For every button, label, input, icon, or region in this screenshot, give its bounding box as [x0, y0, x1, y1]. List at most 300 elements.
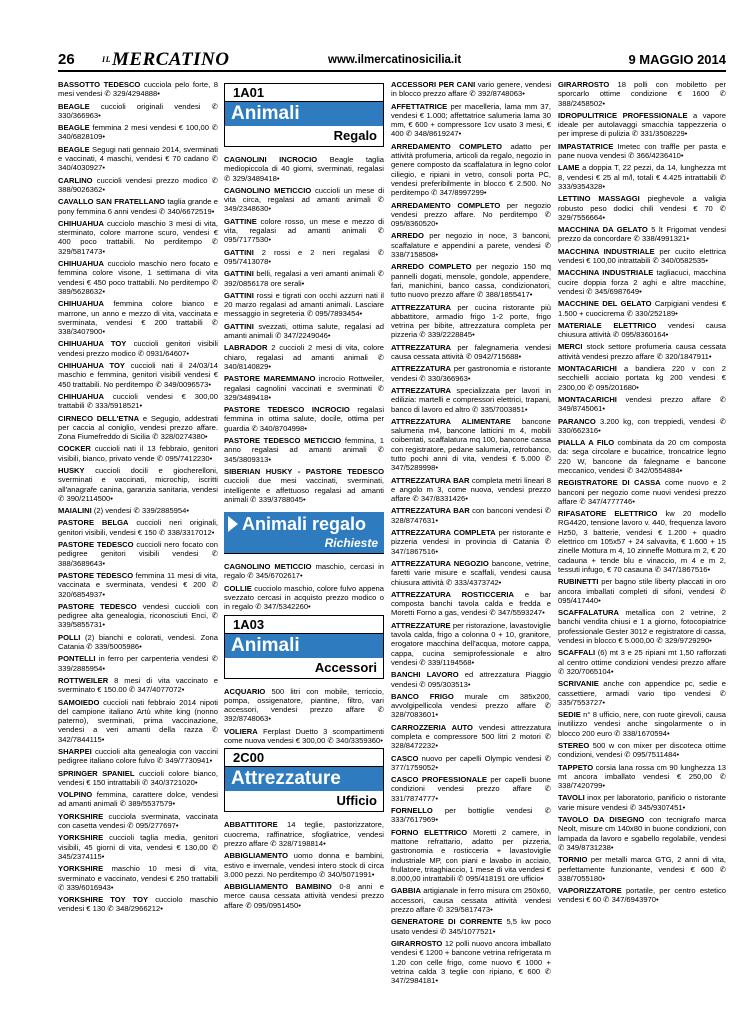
- ad-keyword: SCRIVANIE: [558, 679, 599, 689]
- ad-keyword: ATTREZZATURA BAR: [391, 506, 470, 516]
- classified-ad: [58, 466, 218, 503]
- classified-ad: [391, 506, 551, 525]
- ad-text: cuccioli alta genealogia con vaccini pedigree italiano colore fulvo ✆ 349/7730941•: [58, 747, 218, 766]
- ad-text: vendesi attrezzatura completa e compressore 500 litri 2 motori ✆ 328/8472232•: [391, 722, 551, 751]
- ad-keyword: TAVOLI: [558, 793, 585, 803]
- ad-text: femmina colore bianco e marrone, un anno e mezzo di vita, vaccinata e sverminata, vendesi € 200 trattabili ✆ 338/3407900•: [58, 299, 218, 337]
- classified-ad: [391, 828, 551, 884]
- ad-text: artigianale in ferro misura cm 250x60, accessori, causa cessata attività vendesi prezzo affare ✆ 329/5817473•: [391, 886, 551, 915]
- ad-text: per gastronomia e ristorante vendesi ✆ 330/366963•: [391, 364, 551, 383]
- classified-ad: [558, 679, 726, 707]
- ad-text: corsia lana rossa cm 90 lunghezza 13 mt ancora imballato vendesi € 250,00 ✆ 338/7420799•: [558, 762, 726, 791]
- classified-ad: [391, 417, 551, 473]
- classified-ad: [391, 142, 551, 198]
- ad-keyword: CAVALLO SAN FRATELLANO: [58, 197, 166, 207]
- ad-text: con banconi vendesi ✆ 328/8747631•: [391, 506, 551, 525]
- ad-text: 500 litri con mobile, terriccio, pompa, ossigenatore, piantine, filtro, vari accessori, vendesi prezzo affare ✆ 392/8748063•: [224, 686, 384, 724]
- classified-ad: [58, 698, 218, 744]
- ad-keyword: BASSOTTO TEDESCO: [58, 80, 141, 89]
- classified-ad: [391, 917, 551, 936]
- ads-richieste: [224, 562, 384, 611]
- ad-keyword: PASTORE MAREMMANO: [224, 374, 316, 384]
- ad-text: tagliacuci, macchina cucire doppia forza 2 aghi e altre macchine, vendesi ✆ 345/6987649•: [558, 268, 726, 296]
- classified-ad: [558, 417, 726, 436]
- classified-ad: [58, 747, 218, 766]
- classified-ad: [558, 111, 726, 139]
- ad-keyword: STEREO: [558, 741, 590, 750]
- ad-text: cuccioli vendesi € 300,00 trattabili ✆ 333/5918521•: [58, 391, 218, 411]
- ad-text: cucciola pelo forte, 8 mesi vendesi ✆ 329/4294888•: [58, 80, 218, 99]
- classified-ad: [391, 102, 551, 139]
- ad-keyword: FORNO ELETTRICO: [391, 827, 468, 837]
- ad-text: per cucina ristorante più abbattitore, armadio frigo 1-2 porte, frigo vetrina per bibite, attrezzatura completa per pizzeria ✆ 339/2228845•: [391, 302, 551, 340]
- ad-text: cucciolo maschio, colore fulvo appena svezzato cercasi in acquisto prezzo modico o in regalo ✆ 347/5342260•: [224, 583, 384, 612]
- ad-keyword: TAVOLO DA DISEGNO: [558, 815, 645, 825]
- classified-ad: [224, 687, 384, 724]
- ad-keyword: CAGNOLINO METICCIO: [224, 562, 312, 572]
- ad-keyword: VAPORIZZATORE: [558, 886, 622, 896]
- ad-keyword: PASTORE TEDESCO METICCIO: [224, 436, 342, 446]
- ad-keyword: ATTREZZATURA: [391, 385, 452, 395]
- classified-ad: [391, 754, 551, 773]
- site-url[interactable]: www.ilmercatinosicilia.it: [328, 54, 462, 66]
- classified-ad: [558, 299, 726, 318]
- column-1: [58, 80, 218, 1020]
- ad-keyword: LAME: [558, 163, 580, 173]
- ad-text: 5 lt Frigomat vendesi prezzo da concordare ✆ 338/4991321•: [558, 225, 726, 244]
- ad-keyword: LABRADOR: [224, 343, 268, 353]
- ad-keyword: ATTREZZATURA: [391, 302, 452, 312]
- ad-keyword: CHIHUAHUA: [58, 259, 104, 269]
- ad-text: (6) mt 3 e 25 ripiani mt 1,50 rafforzati al centro ottime condizioni vendesi prezzo affare ✆ 320/7065104•: [558, 648, 726, 676]
- ad-keyword: BANCO FRIGO: [391, 691, 454, 701]
- ad-text: uomo donna e bambini, estivo e invernale, vendesi intero stock di circa 3.000 pezzi. No perditempo ✆ 340/5071991•: [224, 851, 384, 879]
- classified-ad: [558, 886, 726, 905]
- classified-ad: [224, 436, 384, 464]
- ad-text: cuccioli neri originali, genitori visibili, vendesi € 150 ✆ 338/3317012•: [58, 518, 218, 537]
- ad-text: Beagle taglia mediopiccola di 40 giorni, sverminati, regalasi ✆ 329/3489418•: [224, 155, 384, 183]
- ad-text: Carpigiani vendesi € 1.500 + cuocicrema ✆ 330/252189•: [558, 299, 726, 318]
- classified-ad: [391, 476, 551, 504]
- ad-keyword: AFFETTATRICE: [391, 101, 448, 111]
- ad-keyword: MERCI: [558, 342, 583, 352]
- section-subtitle: Regalo: [333, 128, 377, 143]
- ad-text: 500 w con mixer per discoteca ottime condizioni, vendesi ✆ 095/7511484•: [558, 741, 726, 760]
- ad-keyword: CHIHUAHUA: [58, 391, 104, 401]
- ad-keyword: VOLIERA: [224, 726, 258, 736]
- ad-text: vendesi causa chiusura attività ✆ 095/8360164•: [558, 320, 726, 340]
- ad-keyword: IDROPULITRICE PROFESSIONALE: [558, 110, 688, 120]
- ad-text: svezzati, ottima salute, regalasi ad amanti animali ✆ 347/2249046•: [224, 321, 384, 341]
- ad-keyword: CHIHUAHUA: [58, 218, 104, 228]
- ad-keyword: ATTREZZATURA NEGOZIO: [391, 558, 489, 568]
- classified-ad: [391, 364, 551, 383]
- ad-text: vendesi prezzo affare ✆ 349/8745061•: [558, 394, 726, 414]
- ad-text: Imetec con traffle per pasta e pane nuova vendesi ✆ 366/4236410•: [558, 141, 726, 161]
- ad-keyword: POLLI: [58, 632, 81, 642]
- classified-ad: [224, 217, 384, 245]
- ad-text: 14 teglie, pastorizzatore, cuocrema, raffinatrice, sfogliatrice, vendesi prezzo affare ✆ 328/7198814•: [224, 820, 384, 848]
- classified-ad: [224, 851, 384, 879]
- ad-text: con tecnigrafo marca Neolt, misure cm 140x80 in buone condizioni, con lampada da lavoro e sgabello regolabile, vendesi ✆ 349/8731238•: [558, 815, 726, 852]
- classified-ad: [224, 374, 384, 402]
- ad-keyword: ATTREZZATURA ALIMENTARE: [391, 416, 511, 426]
- classified-ad: [58, 506, 218, 515]
- classified-ad: [224, 343, 384, 371]
- ad-keyword: PASTORE TEDESCO: [58, 540, 134, 550]
- classified-ad: [58, 895, 218, 914]
- ad-text: femmina 2 mesi vendesi € 100,00 ✆ 340/6828109•: [58, 123, 218, 142]
- classified-ad: [224, 269, 384, 288]
- section-animali-regalo: [224, 83, 384, 147]
- classified-ad: [391, 343, 551, 362]
- ad-keyword: TORNIO: [558, 855, 588, 865]
- classified-ad: [558, 321, 726, 340]
- classified-ad: [391, 723, 551, 751]
- ad-text: Moretti 2 camere, in mattone refrattario, adatto per pizzeria, gastronomia e rosticceria + lavastoviglie industriale MP, con piani e lavabo in acciaio, frullatore, tritaghiaccio, 1 mese di vita vendesi € 8.000,00 intrattabili ✆ 095/418191 ore ufficio•: [391, 827, 551, 884]
- classified-ad: [558, 247, 726, 266]
- ad-text: per macelleria, lama mm 37, vendesi € 1.000; affettatrice salumeria lama 30 mm, € 600 + compressore 1cv usato 3 mesi, € 400 ✆ 348/8619247•: [391, 101, 551, 139]
- classified-ad: [58, 299, 218, 336]
- ad-keyword: GATTINE: [224, 216, 257, 226]
- column-4: [558, 80, 726, 1020]
- ad-text: come nuovo e 2 banconi per negozio come nuovi vendesi prezzo affare ✆ 347/4777746•: [558, 478, 726, 506]
- ad-keyword: ABBATTITORE: [224, 820, 278, 830]
- ad-keyword: BANCHI LAVORO: [391, 670, 459, 680]
- classified-ad: [391, 231, 551, 259]
- ad-text: inox per laboratorio, panificio o ristorante varie misure vendesi ✆ 345/9307451•: [558, 793, 726, 812]
- ad-keyword: PIALLA A FILO: [558, 438, 615, 448]
- ad-text: cuccioli originali vendesi ✆ 330/366963•: [58, 101, 218, 120]
- ad-keyword: CAGNOLINI INCROCIO: [224, 155, 318, 164]
- ad-keyword: CHIHUAHUA TOY: [58, 339, 127, 349]
- ad-text: n° 8 ufficio, nere, con ruote girevoli, causa inutilizzo vendesi anche singolarmente o in blocco 200 euro ✆ 338/1670594•: [558, 710, 726, 738]
- ad-keyword: ARREDAMENTO COMPLETO: [391, 141, 503, 151]
- ad-text: maschio, cercasi in regalo ✆ 345/6702617•: [224, 562, 384, 581]
- section-title: Animali: [225, 102, 383, 126]
- ad-keyword: MAIALINI: [58, 506, 92, 516]
- classified-ad: [391, 939, 551, 985]
- classified-ad: [558, 194, 726, 222]
- ad-keyword: BEAGLE: [58, 144, 90, 154]
- ad-keyword: MONTACARICHI: [558, 364, 617, 374]
- classified-ad: [224, 322, 384, 341]
- classified-ad: [558, 364, 726, 392]
- ad-text: cuccioli due mesi vaccinati, sverminati, intelligente e affettuoso regalasi ad amanti animali ✆ 339/3788045•: [224, 476, 384, 504]
- ad-text: bancone, vetrine, faretti varie misure e scaffali, vendesi causa chiusura attività ✆ 333/4373742•: [391, 558, 551, 587]
- classified-ad: [391, 806, 551, 825]
- classified-ad: [58, 339, 218, 358]
- ad-text: cuccioli genitori visibili vendesi prezzo modico ✆ 0931/64607•: [58, 339, 218, 358]
- ad-text: per negozio 150 mq pannelli dogati, mensole, gondole, appendere, fari, manichini, banco cassa, condizionatori, tutto nuovo prezzo affare ✆ 388/1855417•: [391, 262, 551, 300]
- ads-accessori: [224, 687, 384, 746]
- ad-keyword: PASTORE TEDESCO: [58, 570, 134, 580]
- ads-ufficio: [224, 820, 384, 910]
- section-animali-regalo-richieste: [224, 512, 384, 554]
- ad-text: per negozio vendesi prezzo affare. No perditempo ✆ 095/8360520•: [391, 200, 551, 229]
- ad-keyword: RIFASATORE ELETTRICO: [558, 509, 658, 519]
- ad-keyword: ROTTWEILER: [58, 675, 109, 685]
- ad-text: a vapore ideale per autolavaggi smacchia tappezzeria o per imprese di pulizia ✆ 331/3508229•: [558, 110, 726, 139]
- classified-ad: [58, 790, 218, 809]
- ad-text: femmina, 1 anno regalasi ad amanti animali ✆ 345/3809313•: [224, 436, 384, 464]
- ad-keyword: PASTORE TEDESCO INCROCIO: [224, 405, 350, 415]
- classified-ad: [58, 80, 218, 99]
- ad-keyword: ARREDO COMPLETO: [391, 262, 472, 272]
- classified-ad: [58, 219, 218, 256]
- classified-ad: [558, 608, 726, 645]
- ad-text: femmina, carattere dolce, vendesi ad amanti animali ✆ 389/5537579•: [58, 790, 218, 809]
- classified-ad: [58, 361, 218, 389]
- classified-ad: [58, 571, 218, 599]
- page-header: [58, 50, 726, 72]
- ad-keyword: ATTREZZATURA BAR: [391, 475, 470, 485]
- ad-text: in ferro per carpenteria vendesi ✆ 339/2885954•: [58, 654, 218, 673]
- ad-text: per metalli marca GTG, 2 anni di vita, perfettamente funzionante, vendesi € 600 ✆ 338/7055180•: [558, 855, 726, 883]
- section-title: Animali regalo: [224, 512, 384, 536]
- ad-text: cuccioli colore bianco, vendesi € 150 intrattabili ✆ 340/3721020•: [58, 768, 218, 787]
- ad-text: e Segugio, addestrati per caccia al coniglio, vendesi prezzo affare. Zona Fiumefreddo di Sicilia ✆ 328/0274380•: [58, 413, 218, 442]
- ad-keyword: ATTREZZATURA COMPLETA: [391, 528, 496, 538]
- ad-text: (2) vendesi ✆ 339/2885954•: [91, 506, 190, 516]
- ad-keyword: IMPASTATRICE: [558, 141, 614, 151]
- ad-keyword: PARANCO: [558, 416, 596, 426]
- ad-keyword: GIRARROSTO: [391, 938, 443, 948]
- ad-text: pieghevole a valigia robusto peso dodici chili vendesi € 70 ✆ 329/7556664•: [558, 194, 726, 222]
- ad-text: per negozio in noce, 3 banconi, scaffalature e appendini a parete, vendesi ✆ 338/7158508•: [391, 231, 551, 260]
- classified-ad: [224, 155, 384, 183]
- classified-ad: [58, 392, 218, 411]
- ad-text: colore rosso, un mese e mezzo di vita, regalasi ad amanti animali ✆ 095/7177530•: [224, 216, 384, 245]
- ad-keyword: TAPPETO: [558, 762, 594, 772]
- classified-ad: [558, 342, 726, 361]
- classified-ad: [224, 820, 384, 848]
- ad-text: rossi e tigrati con occhi azzurri nati il 20 marzo regalasi ad amanti animali. Lasciare messaggio in segreteria ✆ 095/7893454•: [224, 290, 384, 319]
- ad-keyword: ATTREZZATURA ROSTICCERIA: [391, 589, 514, 599]
- ad-text: murale cm 385x200, avvolgipellicola vendesi prezzo affare ✆ 328/7083601•: [391, 691, 551, 720]
- ad-text: Segugi nati gennaio 2014, sverminati e vaccinati, 4 maschi, vendesi € 70 cadano ✆ 340/4030927•: [58, 144, 218, 173]
- classified-ad: [558, 793, 726, 812]
- classified-ad: [58, 540, 218, 568]
- classified-ad: [558, 225, 726, 244]
- ad-keyword: CIRNECO DELL'ETNA: [58, 413, 140, 423]
- classified-ad: [58, 123, 218, 142]
- section-subtitle: Ufficio: [336, 793, 377, 809]
- classified-ad: [391, 386, 551, 414]
- ad-keyword: YORKSHIRE TOY TOY: [58, 895, 149, 905]
- classified-ad: [391, 692, 551, 720]
- section-subtitle: Richieste: [224, 536, 384, 553]
- ad-keyword: GATTINI: [224, 269, 254, 279]
- classified-ad: [391, 775, 551, 803]
- ad-keyword: CARLINO: [58, 175, 93, 185]
- ad-keyword: SIBERIAN HUSKY - PASTORE TEDESCO: [224, 466, 384, 476]
- classified-ad: [558, 509, 726, 574]
- section-title: Attrezzature: [225, 767, 383, 791]
- classified-ad: [558, 763, 726, 791]
- arrow-icon: [228, 516, 238, 532]
- classified-ad: [58, 833, 218, 861]
- classified-ad: [391, 886, 551, 914]
- ad-keyword: GENERATORE DI CORRENTE: [391, 917, 503, 927]
- ad-keyword: HUSKY: [58, 465, 85, 475]
- ad-keyword: ATTREZZATURE: [391, 620, 451, 630]
- ad-text: kw 20 modello RG4420, tensione lavoro v. 440, frequenza lavoro Hz50, 3 batterie, vendesi € 1.200 + quadro elettrico cm 105x57 + 24 salvavita, € 1.600 + 15 zinelle Mottura m 4, 10 zinneffe Mottura m 2, € 20 cadauna + tende blu e vinaccio, m 4 e m 2, tessuti infugo, € 70 casauna ✆ 347/1867516•: [558, 509, 726, 574]
- classified-ad: [558, 577, 726, 605]
- ad-text: 12 polli nuovo ancora imballato vendesi € 1200 + bancone vetrina refrigerata m 1.20 con celle frigo, come nuovo € 1000 + vetrina calda 3 teglie con ripiano, € 600 ✆ 347/2984181•: [391, 938, 551, 986]
- ad-text: cuccioli nati il 13 febbraio, genitori visibili, bianco, privato vende ✆ 095/7412230•: [58, 444, 218, 463]
- ad-text: adatto per attività profumeria, articoli da regalo, negozio in genere composto da scaffalatura in legno color ciliegio, e ripiani in vetro, consoli porta PC, vendesi preferibilmente in blocco € 2.500. No perditempo ✆ 347/8997299•: [391, 141, 551, 198]
- classified-ad: [391, 559, 551, 587]
- ad-text: cuccioli taglia media, genitori visibili, 45 giorni di vita, vendesi € 130,00 ✆ 345/2374115•: [58, 833, 218, 861]
- ad-keyword: CASCO PROFESSIONALE: [391, 775, 487, 785]
- classified-ad: [224, 727, 384, 746]
- section-attrezzature-ufficio: [224, 748, 384, 812]
- classified-ad: [224, 405, 384, 433]
- classified-ad: [224, 291, 384, 319]
- classified-ad: [224, 186, 384, 214]
- ad-text: cucciolo maschio nero focato e femmina colore visone, 1 settimana di vita vendesi € 450 poco trattabili. No perditempo ✆ 389/5628632•: [58, 259, 218, 296]
- ad-keyword: GATTINI: [224, 290, 254, 300]
- ad-text: cuccioli un mese di vita circa, regalasi ad amanti animali ✆ 349/2348630•: [224, 185, 384, 214]
- classified-ad: [391, 80, 551, 99]
- ad-text: taglia grande e pony femmina 6 anni vendesi ✆ 340/6672519•: [58, 197, 218, 216]
- classified-ad: [558, 80, 726, 108]
- classified-ad: [58, 633, 218, 652]
- ad-keyword: GATTINI: [224, 247, 254, 257]
- classified-ad: [58, 518, 218, 537]
- ad-keyword: MACCHINA INDUSTRIALE: [558, 268, 654, 278]
- ad-keyword: ACQUARIO: [224, 686, 266, 696]
- classified-ad: [58, 102, 218, 121]
- section-subtitle: Accessori: [314, 659, 377, 675]
- ad-keyword: REGISTRATORE DI CASSA: [558, 478, 661, 488]
- ad-text: anche con appendice pc, sedie e cassettiere, armadi vario tipo vendesi ✆ 335/7553727•: [558, 679, 726, 707]
- ad-text: regalasi femmina in ottima salute, docile, ottima per guardia ✆ 340/8704998•: [224, 405, 384, 433]
- ad-text: completa metri lineari 8 e angolo m 3, come nuova, vendesi prezzo affare ✆ 347/8331426•: [391, 475, 551, 504]
- ad-keyword: CHIHUAHUA TOY: [58, 361, 125, 371]
- ad-keyword: GIRARROSTO: [558, 80, 610, 89]
- column-2: [224, 80, 384, 1020]
- ad-text: per capelli buone condizioni vendesi prezzo affare ✆ 331/7874777•: [391, 775, 551, 803]
- ad-keyword: RUBINETTI: [558, 577, 599, 587]
- classified-ad: [58, 444, 218, 463]
- ad-text: cucciolo maschio vendesi € 130 ✆ 348/2966212•: [58, 895, 218, 914]
- ad-text: combinata da 20 cm composta da: sega circolare e bucatrice, troncatrice legno 220 W, bancone da falegname e bancone meccanico, vendesi ✆ 342/0554884•: [558, 438, 726, 475]
- ad-keyword: SAMOIEDO: [58, 697, 100, 707]
- column-3: [391, 80, 551, 1020]
- ad-keyword: COCKER: [58, 444, 91, 454]
- ad-text: per ristorante e pizzeria vendesi in provincia di Catania ✆ 347/1867516•: [391, 528, 551, 556]
- ad-text: specializzata per lavori in edilizia: martelli e compressori elettrici, trapani, banco di lavoro ed altro ✆ 335/7003851•: [391, 385, 551, 414]
- ad-text: stock settore profumeria causa cessata attività vendesi prezzo affare ✆ 320/1847911•: [558, 342, 726, 361]
- ad-keyword: CASCO: [391, 753, 419, 763]
- ad-text: 18 polli con mobiletto per sporcarlo ottime condizione € 1600 ✆ 388/2458502•: [558, 80, 726, 108]
- page-number: 26: [58, 51, 75, 68]
- section-title: Animali: [225, 634, 383, 658]
- ad-text: cucciolo maschio 3 mesi di vita, sterminato, colore marrone scuro, vendesi € 400 poco trattabili. No perditempo ✆ 329/5817473•: [58, 218, 218, 256]
- classified-ad: [58, 812, 218, 831]
- section-code: 1A01: [225, 84, 383, 102]
- ad-keyword: CARROZZERIA AUTO: [391, 722, 473, 732]
- classified-ad: [558, 438, 726, 475]
- ad-keyword: YORKSHIRE: [58, 864, 104, 874]
- ad-keyword: ATTREZZATURA: [391, 364, 452, 374]
- ad-keyword: VOLPINO: [58, 790, 93, 800]
- classified-ad: [224, 467, 384, 504]
- ad-text: metallica con 2 vetrine, 2 banchi vendita chiusi e 1 a giorno, fotocopiatrice professionale Gester 3012 e registratore di cassa, vendesi in blocco € 5.000,00 ✆ 329/9729290•: [558, 608, 726, 646]
- classified-ad: [224, 248, 384, 267]
- ad-keyword: SCAFFALATURA: [558, 608, 620, 618]
- ad-keyword: ARREDO: [391, 231, 424, 241]
- classified-ad: [224, 882, 384, 910]
- ad-keyword: SPRINGER SPANIEL: [58, 768, 135, 778]
- classified-ad: [391, 262, 551, 299]
- section-code: 1A03: [225, 616, 383, 634]
- classified-ad: [224, 584, 384, 612]
- ad-keyword: ABBIGLIAMENTO BAMBINO: [224, 882, 332, 892]
- issue-date: 9 MAGGIO 2014: [628, 52, 726, 67]
- ad-text: nuovo per capelli Olympic vendesi ✆ 377/1759052•: [391, 753, 551, 772]
- classified-ad: [58, 197, 218, 216]
- ad-text: maschio 10 mesi di vita, sverminato e vaccinato, vendesi € 250 trattabili ✆ 339/6016943•: [58, 864, 218, 892]
- ad-text: per ristorazione, lavastoviglie tavola calda, frigo a colonna 0 + 10, granitore, erogatore macchina dell'acqua, motore cappa, cappa, cucina semiprofessionale e altro vendesi ✆ 339/1194568•: [391, 620, 551, 667]
- classified-ad: [58, 602, 218, 630]
- ad-keyword: FORNELLO: [391, 806, 433, 816]
- classified-ad: [558, 855, 726, 883]
- ad-keyword: CHIHUAHUA: [58, 299, 104, 309]
- ad-keyword: MACCHINA INDUSTRIALE: [558, 246, 655, 256]
- ad-text: (2) bianchi e colorati, vendesi. Zona Catania ✆ 339/5005986•: [58, 632, 218, 652]
- ad-text: a bandiera 220 v con 2 secchielli acciaio portata kg 200 vendesi € 2300,00 ✆ 095/201680•: [558, 364, 726, 392]
- ad-text: 0-8 anni e merce causa cessata attività vendesi prezzo affare ✆ 095/0951450•: [224, 882, 384, 910]
- ad-keyword: SHARPEI: [58, 747, 92, 756]
- classified-ad: [224, 562, 384, 581]
- ads-animali-regalo: [224, 155, 384, 504]
- ad-keyword: PASTORE BELGA: [58, 518, 129, 528]
- ad-keyword: MACCHINA DA GELATO: [558, 225, 648, 235]
- ad-text: 2 cuccioli 2 mesi di vita, colore chiaro, regalasi ad amanti animali ✆ 340/8140829•: [224, 343, 384, 371]
- classified-ad: [58, 414, 218, 442]
- ad-text: 5,5 kw poco usato vendesi ✆ 345/1077521•: [391, 917, 551, 936]
- classified-ad: [58, 259, 218, 296]
- classified-ad: [558, 648, 726, 676]
- ad-text: belli, regalasi a veri amanti animali ✆ 392/0856178 ore serali•: [224, 269, 384, 288]
- classified-ad: [391, 590, 551, 618]
- ad-text: ed attrezzatura Piaggio vendesi ✆ 095/303513•: [391, 670, 551, 689]
- ad-keyword: SCAFFALI: [558, 648, 596, 658]
- ad-keyword: ACCESSORI PER CANI: [391, 80, 476, 89]
- ad-text: per bottiglie vendesi ✆ 333/7617969•: [391, 806, 551, 825]
- classified-ad: [558, 741, 726, 760]
- classified-ad: [558, 163, 726, 191]
- classified-ad: [558, 395, 726, 414]
- classified-ad: [558, 815, 726, 852]
- ad-keyword: ARREDAMENTO COMPLETO: [391, 200, 501, 210]
- classified-ad: [391, 670, 551, 689]
- classified-ad: [58, 864, 218, 892]
- classified-ad: [58, 676, 218, 695]
- classified-ad: [391, 201, 551, 229]
- ad-text: cuccioli docili e giocherelloni, sverminati e vaccinati, microchip, iscritti all'anagrafe canina, garanzia sanitaria, vendesi ✆ 390/2114500•: [58, 465, 218, 503]
- classified-ad: [58, 145, 218, 173]
- ad-text: cuccioli nati il 24/03/14 maschio e femmina, genitori visibili vendesi € 450 trattabili. No perditempo ✆ 349/0096573•: [58, 361, 218, 389]
- ad-text: Ferplast Duetto 3 scompartimenti come nuova vendesi € 300,00 ✆ 340/3359360•: [224, 726, 384, 746]
- ad-keyword: MONTACARICHI: [558, 394, 617, 404]
- ad-text: vendesi cuccioli con pedigree alta genealogia, riconosciuti Enci, ✆ 339/5855731•: [58, 601, 218, 630]
- ad-keyword: ABBIGLIAMENTO: [224, 851, 288, 861]
- ad-text: 3.200 kg, con treppiedi, vendesi ✆ 330/662316•: [558, 416, 726, 435]
